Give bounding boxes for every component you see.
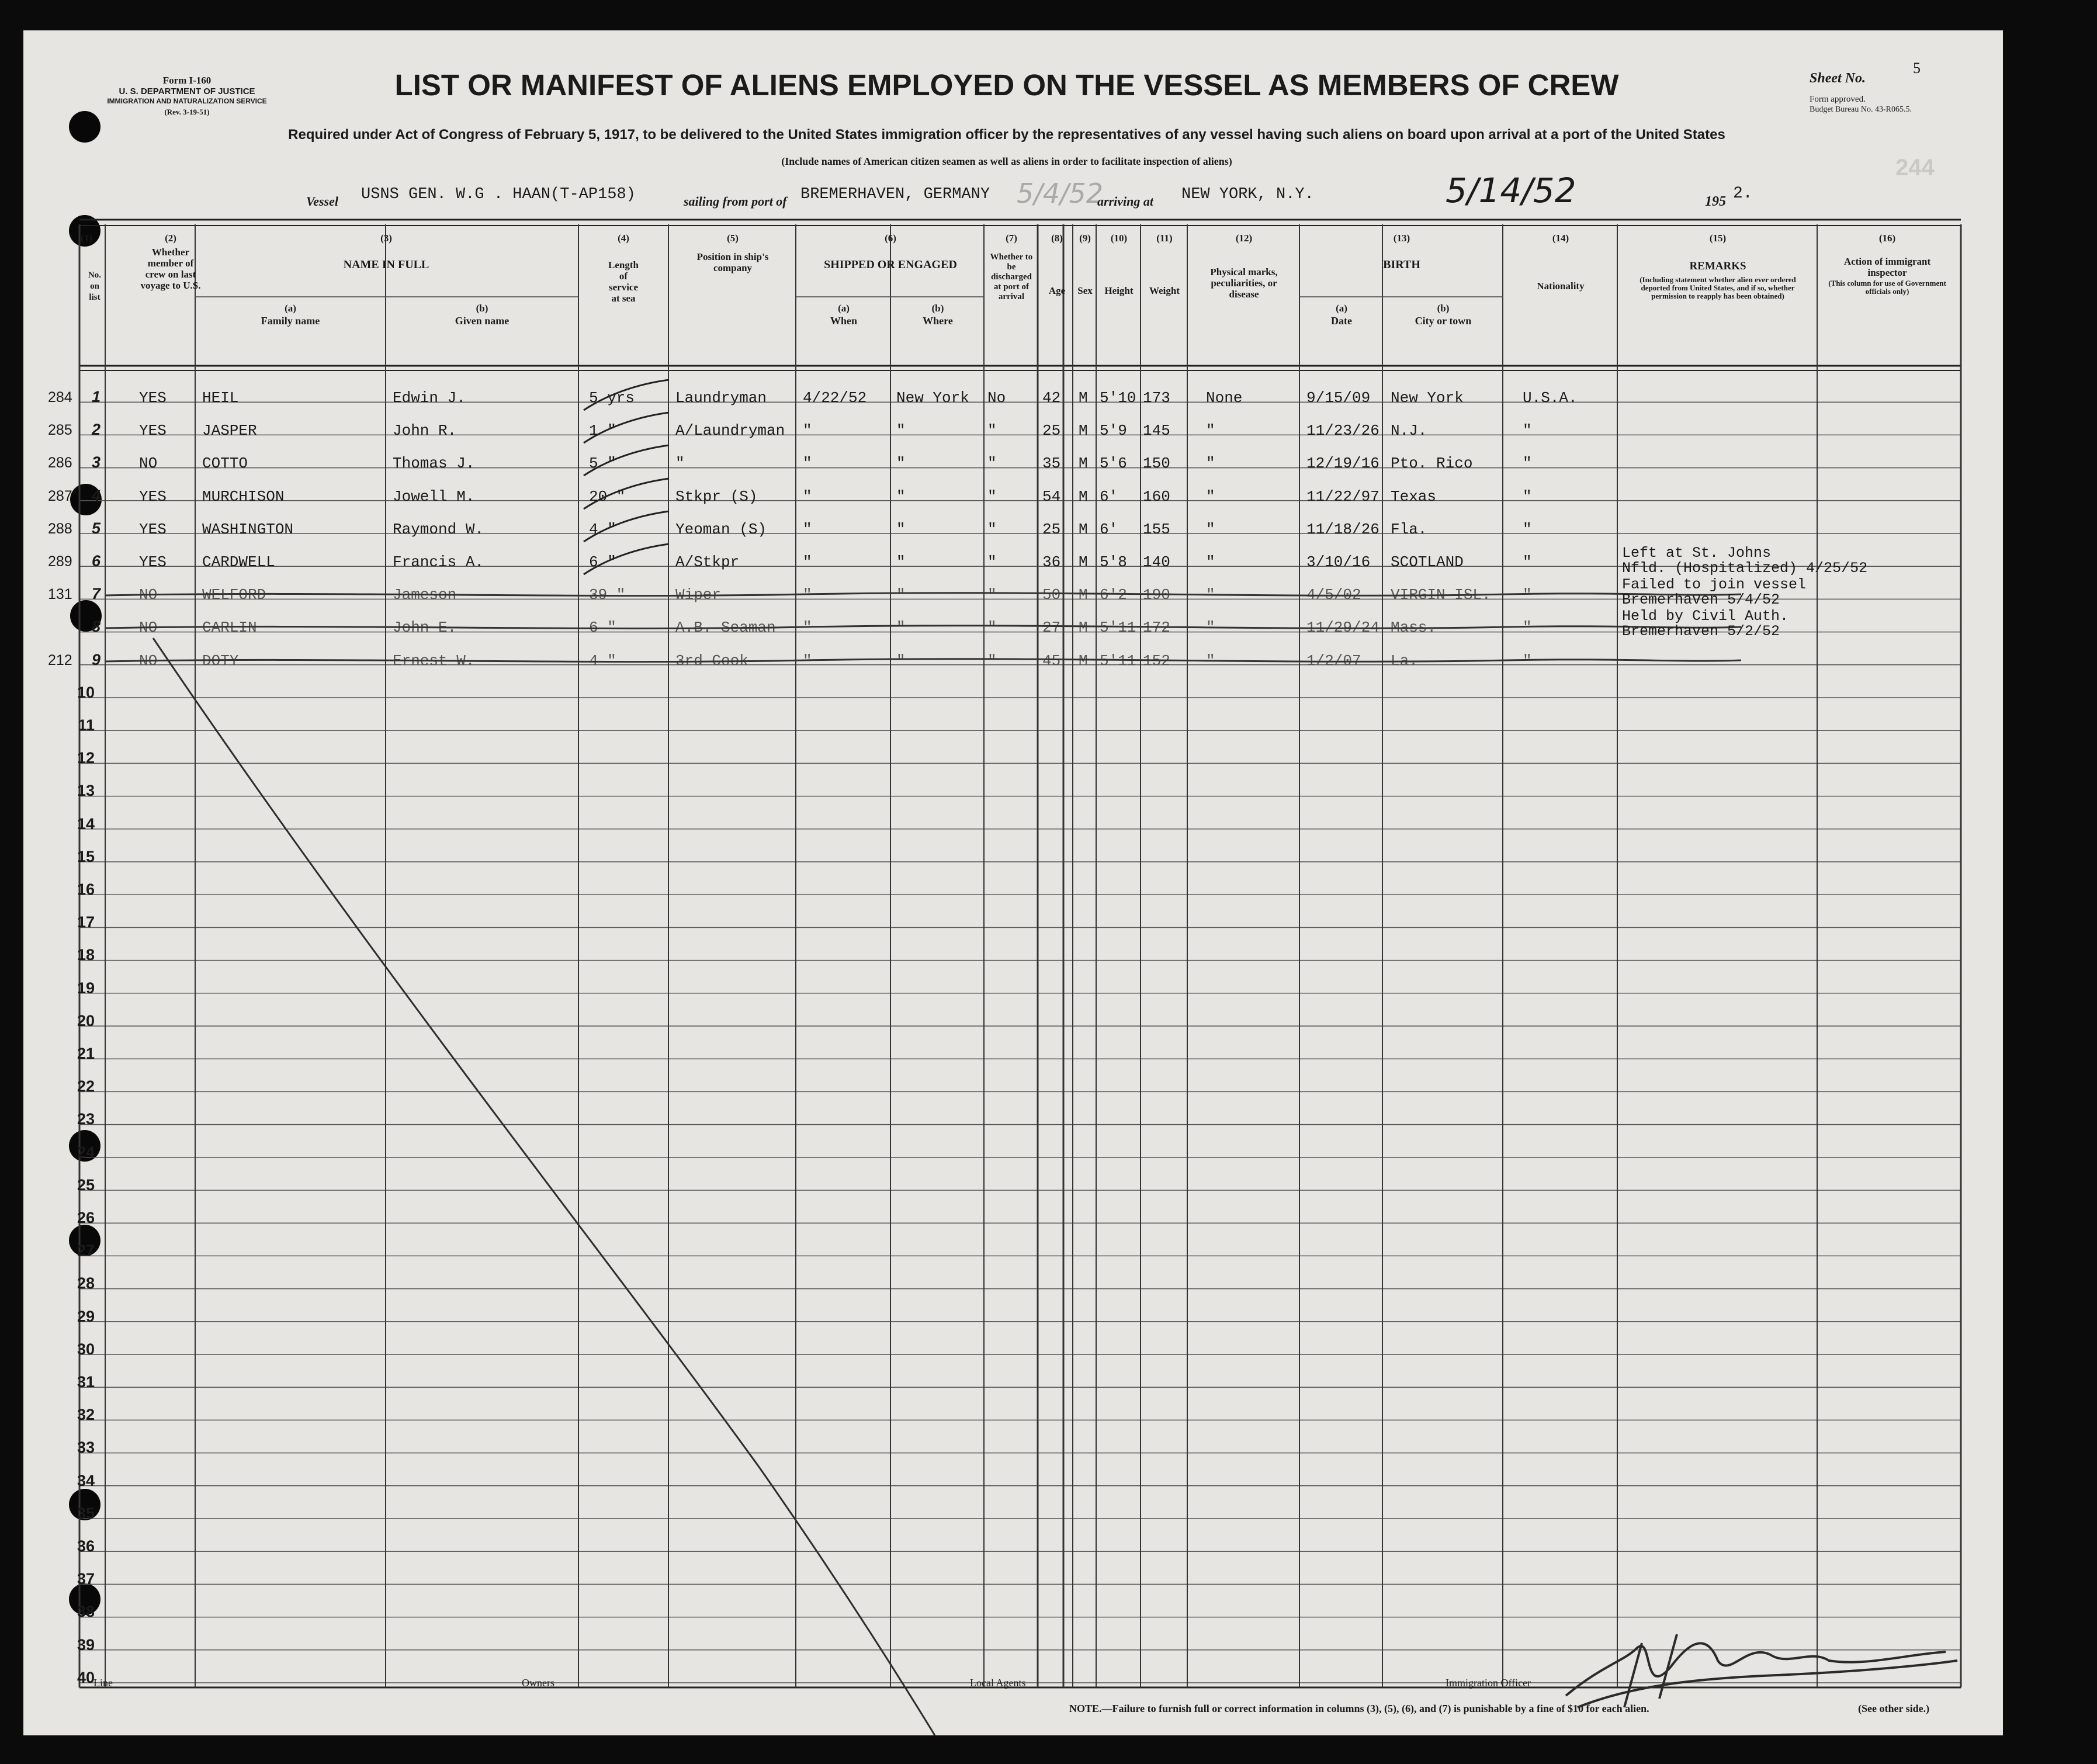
- service: IMMIGRATION AND NATURALIZATION SERVICE: [107, 97, 267, 105]
- cell-birth-city: Mass.: [1391, 619, 1437, 637]
- cell-marks: ": [1206, 520, 1215, 538]
- cell-nationality: ": [1523, 651, 1532, 670]
- cell-discharged: ": [987, 619, 997, 637]
- row-line-number: 34: [77, 1471, 95, 1489]
- row-line-number: 23: [77, 1110, 95, 1128]
- row-line-number: 32: [77, 1406, 95, 1424]
- cell-birth-date: 3/10/16: [1306, 553, 1371, 571]
- cell-height: 5'8: [1100, 553, 1127, 571]
- col13-number: (13): [1393, 233, 1410, 244]
- cell-weight: 140: [1143, 553, 1170, 571]
- vessel-name: USNS GEN. W.G . HAAN(T-AP158): [361, 186, 636, 203]
- cell-given: Francis A.: [393, 553, 484, 571]
- cell-family: HEIL: [202, 389, 239, 407]
- cell-sex: M: [1079, 651, 1088, 670]
- cell-birth-date: 11/29/24: [1306, 619, 1379, 637]
- cell-weight: 152: [1143, 651, 1170, 670]
- col12-number: (12): [1235, 233, 1253, 244]
- cell-birth-city: VIRGIN ISL.: [1391, 586, 1491, 604]
- cell-nationality: ": [1523, 487, 1532, 505]
- cell-service: 5 yrs: [589, 389, 635, 407]
- row-line-number: 13: [77, 782, 95, 800]
- cell-position: Wiper: [675, 586, 722, 604]
- col10-label: Height: [1104, 285, 1134, 296]
- col14-label: Nationality: [1537, 280, 1585, 292]
- cell-discharged: No: [987, 389, 1006, 407]
- remark-line: Bremerhaven 5/2/52: [1622, 623, 1780, 640]
- row-line-number: 25: [77, 1176, 95, 1194]
- form-subnote: (Include names of American citizen seamen as well as aliens in order to facilitate inspection of aliens): [781, 155, 1232, 167]
- row-line-number: 8: [91, 618, 100, 636]
- cell-given: Ernest W.: [393, 651, 475, 670]
- cell-birth-date: 1/2/07: [1306, 651, 1361, 670]
- row-line-number: 17: [77, 913, 95, 931]
- row-line-number: 24: [77, 1143, 95, 1161]
- row-line-number: 35: [77, 1504, 95, 1522]
- cell-height: 5'6: [1100, 455, 1127, 473]
- col15-number: (15): [1709, 233, 1727, 244]
- footer-note: NOTE.—Failure to furnish full or correct information in columns (3), (5), (6), and (7) is punishable by a fine of $10 for each alien.: [1069, 1703, 1649, 1714]
- row-line-number: 19: [77, 979, 95, 997]
- cell-where: ": [896, 520, 906, 538]
- cell-birth-date: 11/22/97: [1306, 487, 1379, 505]
- col3b-label: Given name: [455, 315, 509, 327]
- cell-weight: 190: [1143, 586, 1170, 604]
- cell-birth-city: Fla.: [1391, 520, 1427, 538]
- cell-birth-city: Texas: [1391, 487, 1437, 505]
- cell-when: ": [803, 422, 812, 440]
- cell-birth-city: Pto. Rico: [1391, 455, 1473, 473]
- col12-label: Physical marks, peculiarities, or disease: [1210, 266, 1278, 300]
- cell-marks: ": [1206, 619, 1215, 637]
- cell-family: WASHINGTON: [202, 520, 294, 538]
- cell-position: Laundryman: [675, 389, 767, 407]
- budget-bureau: Budget Bureau No. 43-R065.5.: [1810, 105, 1912, 114]
- cell-position: A/Laundryman: [675, 422, 785, 440]
- cell-age: 45: [1042, 651, 1061, 670]
- cell-position: Yeoman (S): [675, 520, 767, 538]
- cell-given: Jameson: [393, 586, 457, 604]
- col6-number: (6): [885, 233, 896, 244]
- cell-nationality: ": [1523, 520, 1532, 538]
- col1-label: No. on list: [88, 271, 102, 302]
- cell-where: ": [896, 586, 906, 604]
- cell-where: ": [896, 619, 906, 637]
- col6a-label: When: [830, 315, 857, 327]
- col4-number: (4): [618, 233, 629, 244]
- cell-birth-city: New York: [1391, 389, 1464, 407]
- col13b-label: City or town: [1415, 315, 1472, 327]
- cell-crew: NO: [139, 455, 158, 473]
- year-label: 195: [1705, 194, 1726, 209]
- row-line-number: 39: [77, 1635, 95, 1654]
- cell-crew: YES: [139, 520, 167, 538]
- row-list-number: 284: [48, 389, 72, 406]
- cell-nationality: ": [1523, 586, 1532, 604]
- cell-birth-date: 9/15/09: [1306, 389, 1371, 407]
- col16-note: (This column for use of Government officials only): [1828, 279, 1946, 296]
- cell-discharged: ": [987, 586, 997, 604]
- cell-discharged: ": [987, 651, 997, 670]
- col6b-number: (b): [931, 303, 944, 314]
- cell-height: 5'9: [1100, 422, 1127, 440]
- col8-number: (8): [1051, 233, 1063, 244]
- cell-discharged: ": [987, 455, 997, 473]
- cell-age: 25: [1042, 520, 1061, 538]
- footer-officer-label: Immigration Officer: [1446, 1677, 1531, 1689]
- cell-service: 20 ": [589, 487, 626, 505]
- cell-sex: M: [1079, 487, 1088, 505]
- cell-where: ": [896, 422, 906, 440]
- row-list-number: 212: [48, 651, 72, 668]
- cell-crew: YES: [139, 389, 167, 407]
- col15-label: REMARKS: [1689, 260, 1746, 272]
- row-list-number: 289: [48, 553, 72, 570]
- cell-marks: ": [1206, 422, 1215, 440]
- cell-where: ": [896, 553, 906, 571]
- row-line-number: 5: [91, 519, 100, 537]
- row-line-number: 27: [77, 1242, 95, 1260]
- revision: (Rev. 3-19-51): [164, 108, 210, 116]
- cell-family: MURCHISON: [202, 487, 285, 505]
- cell-service: 5 ": [589, 455, 616, 473]
- cell-height: 5'11: [1100, 651, 1136, 670]
- cell-crew: NO: [139, 619, 158, 637]
- cell-height: 6': [1100, 487, 1118, 505]
- cell-nationality: U.S.A.: [1523, 389, 1578, 407]
- cell-crew: NO: [139, 651, 158, 670]
- row-line-number: 40: [77, 1668, 95, 1686]
- cell-marks: ": [1206, 586, 1215, 604]
- col15-note: (Including statement whether alien ever ordered deported from United States, and if so, whether permission to reapply has been obtained): [1640, 275, 1796, 300]
- row-line-number: 18: [77, 946, 95, 964]
- port-of-arrival: NEW YORK, N.Y.: [1181, 186, 1314, 203]
- col8-label: Age: [1048, 285, 1066, 296]
- cell-given: John R.: [393, 422, 457, 440]
- row-line-number: 12: [77, 749, 95, 767]
- cell-service: 4 ": [589, 520, 616, 538]
- cell-crew: YES: [139, 422, 167, 440]
- cell-sex: M: [1079, 619, 1088, 637]
- col6b-label: Where: [923, 315, 953, 327]
- cell-birth-date: 4/5/02: [1306, 586, 1361, 604]
- cell-where: New York: [896, 389, 969, 407]
- vessel-label: Vessel: [306, 194, 338, 209]
- cell-birth-date: 12/19/16: [1306, 455, 1379, 473]
- cell-sex: M: [1079, 553, 1088, 571]
- form-title: LIST OR MANIFEST OF ALIENS EMPLOYED ON THE VESSEL AS MEMBERS OF CREW: [394, 68, 1619, 102]
- col3-number: (3): [380, 233, 392, 244]
- cell-position: 3rd Cook: [675, 651, 748, 670]
- row-line-number: 10: [77, 683, 95, 701]
- footer-note-side: (See other side.): [1858, 1703, 1930, 1714]
- cell-age: 25: [1042, 422, 1061, 440]
- col13a-number: (a): [1336, 303, 1347, 314]
- row-line-number: 33: [77, 1439, 95, 1457]
- year-digit: 2.: [1733, 185, 1753, 203]
- row-list-number: 285: [48, 422, 72, 439]
- col2-number: (2): [165, 233, 176, 244]
- col13-label: BIRTH: [1383, 258, 1420, 271]
- col6-label: SHIPPED OR ENGAGED: [824, 258, 957, 271]
- cell-crew: NO: [139, 586, 158, 604]
- cell-when: ": [803, 586, 812, 604]
- cell-weight: 173: [1143, 389, 1170, 407]
- cell-service: 1 ": [589, 422, 616, 440]
- cell-age: 36: [1042, 553, 1061, 571]
- cell-crew: YES: [139, 553, 167, 571]
- cell-family: CARDWELL: [202, 553, 275, 571]
- cell-height: 5'11: [1100, 619, 1136, 637]
- remark-line: Left at St. Johns: [1622, 545, 1772, 562]
- department: U. S. DEPARTMENT OF JUSTICE: [119, 86, 255, 96]
- cell-family: JASPER: [202, 422, 257, 440]
- cell-position: ": [675, 455, 685, 473]
- manifest-sheet: [23, 30, 2003, 1735]
- cell-sex: M: [1079, 520, 1088, 538]
- row-line-number: 21: [77, 1045, 95, 1062]
- cell-weight: 160: [1143, 487, 1170, 505]
- cell-sex: M: [1079, 389, 1088, 407]
- sheet-label: Sheet No.: [1810, 71, 1866, 86]
- row-line-number: 30: [77, 1340, 95, 1358]
- col16-label: Action of immigrant inspector: [1843, 256, 1931, 278]
- col9-label: Sex: [1077, 285, 1093, 296]
- cell-given: Edwin J.: [393, 389, 466, 407]
- row-line-number: 37: [77, 1570, 95, 1588]
- departure-date-handwritten: 5/4/52: [1017, 178, 1104, 209]
- footer-owners-label: Owners: [522, 1677, 554, 1689]
- cell-when: ": [803, 455, 812, 473]
- cell-marks: None: [1206, 389, 1243, 407]
- col3a-label: Family name: [261, 315, 320, 327]
- cell-where: ": [896, 455, 906, 473]
- cell-service: 6 ": [589, 553, 616, 571]
- footer-line-label: Line: [93, 1677, 113, 1689]
- cell-marks: ": [1206, 553, 1215, 571]
- cell-given: John E.: [393, 619, 457, 637]
- cell-discharged: ": [987, 487, 997, 505]
- cell-age: 27: [1042, 619, 1061, 637]
- row-line-number: 4: [91, 486, 100, 504]
- cell-birth-city: La.: [1391, 651, 1418, 670]
- cell-family: DOTY: [202, 651, 239, 670]
- row-line-number: 29: [77, 1307, 95, 1325]
- col7-label: Whether to be discharged at port of arrival: [990, 252, 1033, 301]
- cell-sex: M: [1079, 455, 1088, 473]
- cell-discharged: ": [987, 553, 997, 571]
- row-list-number: 131: [48, 586, 72, 603]
- row-list-number: 287: [48, 487, 72, 504]
- cell-where: ": [896, 651, 906, 670]
- officer-signature: [1566, 1634, 1957, 1707]
- cell-given: Jowell M.: [393, 487, 475, 505]
- col14-number: (14): [1552, 233, 1569, 244]
- col4-label: Length of service at sea: [608, 259, 639, 304]
- cell-where: ": [896, 487, 906, 505]
- row-line-number: 6: [91, 552, 100, 570]
- form-id: Form I-160: [162, 75, 212, 86]
- cell-birth-date: 11/18/26: [1306, 520, 1379, 538]
- cell-when: ": [803, 520, 812, 538]
- arrival-date-handwritten: 5/14/52: [1446, 171, 1576, 210]
- cell-height: 6'2: [1100, 586, 1127, 604]
- col16-number: (16): [1878, 233, 1896, 244]
- cell-family: CARLIN: [202, 619, 257, 637]
- cell-age: 42: [1042, 389, 1061, 407]
- row-line-number: 38: [77, 1603, 95, 1621]
- cell-given: Raymond W.: [393, 520, 484, 538]
- col3b-number: (b): [476, 303, 488, 314]
- cell-marks: ": [1206, 651, 1215, 670]
- cell-position: Stkpr (S): [675, 487, 758, 505]
- row-line-number: 7: [91, 585, 100, 603]
- cell-age: 35: [1042, 455, 1061, 473]
- cell-nationality: ": [1523, 422, 1532, 440]
- cell-given: Thomas J.: [393, 455, 475, 473]
- col10-number: (10): [1110, 233, 1128, 244]
- col13b-number: (b): [1437, 303, 1450, 314]
- col2-label: Whether member of crew on last voyage to U.S.: [140, 247, 201, 291]
- cell-age: 50: [1042, 586, 1061, 604]
- sheet-number: 5: [1913, 60, 1921, 77]
- cell-sex: M: [1079, 586, 1088, 604]
- col6a-number: (a): [838, 303, 850, 314]
- row-line-number: 22: [77, 1077, 95, 1096]
- cell-when: ": [803, 553, 812, 571]
- sailing-label: sailing from port of: [684, 194, 787, 209]
- form-approval: Form approved.: [1810, 95, 1866, 104]
- cell-service: 6 ": [589, 619, 616, 637]
- col11-number: (11): [1156, 233, 1173, 244]
- col13a-label: Date: [1331, 315, 1352, 327]
- cell-marks: ": [1206, 487, 1215, 505]
- cell-discharged: ": [987, 422, 997, 440]
- col5-label: Position in ship's company: [696, 251, 769, 273]
- row-line-number: 28: [77, 1274, 95, 1292]
- cell-when: ": [803, 651, 812, 670]
- cell-when: ": [803, 619, 812, 637]
- row-line-number: 3: [91, 453, 100, 472]
- remark-line: Failed to join vessel: [1622, 576, 1807, 593]
- row-line-number: 14: [77, 815, 95, 833]
- cell-crew: YES: [139, 487, 167, 505]
- row-line-number: 1: [91, 388, 100, 406]
- cell-service: 4 ": [589, 651, 616, 670]
- row-line-number: 31: [77, 1373, 95, 1391]
- cell-weight: 172: [1143, 619, 1170, 637]
- row-line-number: 15: [77, 847, 95, 865]
- row-list-number: 286: [48, 455, 72, 472]
- row-list-number: 288: [48, 520, 72, 537]
- row-line-number: 9: [91, 650, 100, 668]
- cell-birth-city: N.J.: [1391, 422, 1427, 440]
- annotations-layer: [23, 30, 2003, 1735]
- col7-number: (7): [1006, 233, 1017, 244]
- cell-nationality: ": [1523, 619, 1532, 637]
- cell-family: WELFORD: [202, 586, 266, 604]
- cell-service: 39 ": [589, 586, 626, 604]
- cell-weight: 145: [1143, 422, 1170, 440]
- cell-age: 54: [1042, 487, 1061, 505]
- col5-number: (5): [727, 233, 739, 244]
- cell-discharged: ": [987, 520, 997, 538]
- col9-number: (9): [1079, 233, 1091, 244]
- col1-number: (1): [81, 233, 92, 244]
- row-line-number: 2: [91, 421, 100, 439]
- cell-position: A.B. Seaman: [675, 619, 776, 637]
- cell-weight: 155: [1143, 520, 1170, 538]
- col3a-number: (a): [285, 303, 296, 314]
- footer-agents-label: Local Agents: [970, 1677, 1026, 1689]
- cell-height: 6': [1100, 520, 1118, 538]
- cancel-diagonal-line: [153, 638, 935, 1735]
- cell-position: A/Stkpr: [675, 553, 740, 571]
- cell-when: 4/22/52: [803, 389, 867, 407]
- col11-label: Weight: [1149, 285, 1180, 296]
- row-line-number: 36: [77, 1537, 95, 1555]
- cell-nationality: ": [1523, 455, 1532, 473]
- cell-nationality: ": [1523, 553, 1532, 571]
- remark-line: Bremerhaven 5/4/52: [1622, 591, 1780, 608]
- row-line-number: 11: [78, 716, 95, 734]
- cell-sex: M: [1079, 422, 1088, 440]
- cell-height: 5'10: [1100, 389, 1136, 407]
- cell-birth-city: SCOTLAND: [1391, 553, 1464, 571]
- cell-family: COTTO: [202, 455, 248, 473]
- cell-birth-date: 11/23/26: [1306, 422, 1379, 440]
- cell-marks: ": [1206, 455, 1215, 473]
- form-subtitle: Required under Act of Congress of February 5, 1917, to be delivered to the United States immigration officer by the representatives of any vessel having such aliens on board upon arrival at a port of the United States: [288, 127, 1725, 143]
- port-of-departure: BREMERHAVEN, GERMANY: [800, 186, 990, 203]
- arriving-label: arriving at: [1097, 194, 1153, 209]
- remark-line: Held by Civil Auth.: [1622, 608, 1789, 625]
- row-line-number: 26: [77, 1209, 95, 1226]
- col3-label: NAME IN FULL: [343, 258, 429, 271]
- cell-when: ": [803, 487, 812, 505]
- row-line-number: 16: [77, 881, 95, 898]
- faint-stamp-number: 244: [1895, 155, 1935, 181]
- row-line-number: 20: [77, 1011, 95, 1030]
- remark-line: Nfld. (Hospitalized) 4/25/52: [1622, 560, 1868, 577]
- cell-weight: 150: [1143, 455, 1170, 473]
